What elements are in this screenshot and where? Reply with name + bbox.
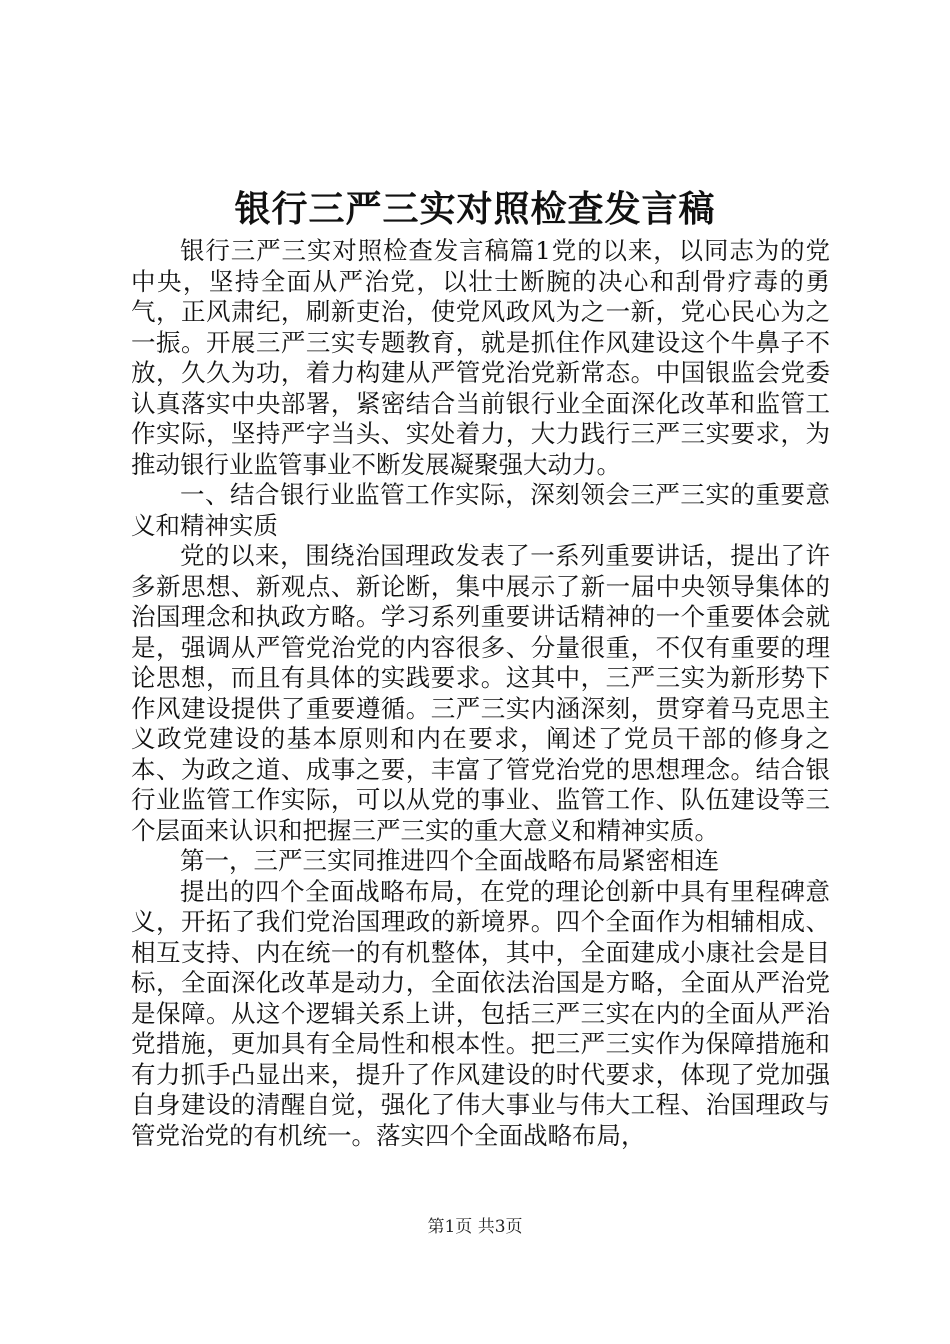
paragraph-intro: 银行三严三实对照检查发言稿篇1党的以来，以同志为的党中央，坚持全面从严治党，以壮士断腕的决心和刮骨疗毒的勇气，正风肃纪，刷新吏治，使党风政风为之一新，党心民心为之一振。开展三严三实专题教育，就是抓住作风建设这个牛鼻子不放，久久为功，着力构建从严管党治党新常态。中国银监会党委认真落实中央部署，紧密结合当前银行业全面深化改革和监管工作实际，坚持严字当头、实处着力，大力践行三严三实要求，为推动银行业监管事业不断发展凝聚强大动力。 <box>131 236 830 479</box>
document-title: 银行三严三实对照检查发言稿 <box>234 188 716 230</box>
page-footer: 第1页 共3页 <box>427 1217 523 1237</box>
paragraph-body-1: 党的以来，围绕治国理政发表了一系列重要讲话，提出了许多新思想、新观点、新论断，集中展示了新一届中央领导集体的治国理念和执政方略。学习系列重要讲话精神的一个重要体会就是，强调从严管党治党的内容很多、分量很重，不仅有重要的理论思想，而且有具体的实践要求。这其中，三严三实为新形势下作风建设提供了重要遵循。三严三实内涵深刻，贯穿着马克思主义政党建设的基本原则和内在要求，阐述了党员干部的修身之本、为政之道、成事之要，丰富了管党治党的思想理念。结合银行业监管工作实际，可以从党的事业、监管工作、队伍建设等三个层面来认识和把握三严三实的重大意义和精神实质。 <box>131 541 830 845</box>
paragraph-heading-2: 第一，三严三实同推进四个全面战略布局紧密相连 <box>180 846 719 875</box>
paragraph-body-2: 提出的四个全面战略布局，在党的理论创新中具有里程碑意义，开拓了我们党治国理政的新境界。四个全面作为相辅相成、相互支持、内在统一的有机整体，其中，全面建成小康社会是目标，全面深化改革是动力，全面依法治国是方略，全面从严治党是保障。从这个逻辑关系上讲，包括三严三实在内的全面从严治党措施，更加具有全局性和根本性。把三严三实作为保障措施和有力抓手凸显出来，提升了作风建设的时代要求，体现了党加强自身建设的清醒自觉，强化了伟大事业与伟大工程、治国理政与管党治党的有机统一。落实四个全面战略布局， <box>131 876 830 1150</box>
paragraph-heading-1: 一、结合银行业监管工作实际，深刻领会三严三实的重要意义和精神实质 <box>131 480 830 540</box>
document-body <box>131 236 830 1151</box>
